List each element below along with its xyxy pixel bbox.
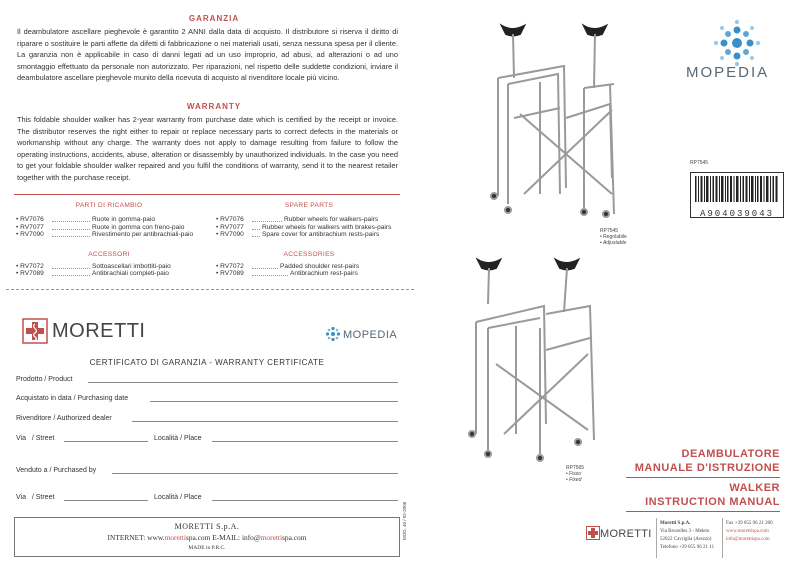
list-item: • RV7090 Rivestimento per antibrachiali-paio	[16, 231, 194, 239]
field-place2-label: Località / Place	[154, 494, 202, 501]
field-sold-label: Venduto a / Purchased by	[16, 467, 97, 474]
parts-en-title: SPARE PARTS	[284, 202, 334, 209]
mopedia-brand: MOPEDIA	[686, 64, 770, 81]
field-purchase-date-line[interactable]	[150, 401, 398, 402]
warranty-text-en: This foldable shoulder walker has 2-year warranty from purchase date which is certified by the receipt or invoice. The distributor reserves the right either to repair or replace necessary parts to correct defects in the materials or workmanship without any charge. The warranty does not apply to damage resulting from failure to follow the operating instructions, accidents, abuse, alteration or disassembly by unauthorized individuals. In the case you need to get your foldable shoulder walker repaired and you fulfil the conditions of warranty, send it to the nearest retailer together with the purchase receipt.	[17, 115, 398, 182]
field-place2-line[interactable]	[212, 500, 398, 501]
list-item: • RV7076 Rubber wheels for walkers-pairs	[216, 216, 379, 223]
field-street2-line[interactable]	[64, 500, 148, 501]
barcode	[690, 172, 784, 218]
field-street-label: Via / Street	[16, 435, 55, 442]
caption-adjustable: RP7545 • Regolabile • Adjustable	[600, 228, 627, 246]
title-en-2: INSTRUCTION MANUAL	[645, 496, 780, 508]
company-name: MORETTI S.p.A.	[174, 522, 240, 531]
field-place-line[interactable]	[212, 441, 398, 442]
field-product-line[interactable]	[88, 382, 398, 383]
parts-en-block	[216, 202, 402, 278]
list-item: • RV7077 Rubber wheels for walkers with brakes-pairs	[216, 223, 392, 231]
title-it-1: DEAMBULATORE	[681, 448, 780, 460]
made-in: MADE in P.R.C.	[188, 545, 226, 551]
moretti-logo-icon	[586, 526, 600, 540]
parts-it-block	[16, 202, 202, 278]
cut-line	[6, 289, 414, 290]
mod-code: MOD. 40 / 02-2006	[402, 501, 407, 540]
guarantee-text-it: Il deambulatore ascellare pieghevole è garantito 2 ANNI dalla data di acquisto. Il distributore si riserva il diritto di riparare o sostituire le parti affette da difetti di fabbricazione o nei materiali usati, senza nessuna spesa per il cliente. La garanzia non è applicabile in caso di danni legati ad un uso improprio, ad abusi, ad alterazioni o ad uno smontaggio effettuato da personale non autorizzato. Per riparazioni, nel rispetto delle suddette condizioni, inviare il deambulatore ascellare pieghevole munito della ricevuta di acquisto al rivenditore locale più vicino.	[17, 27, 398, 83]
field-dealer-label: Rivenditore / Authorized dealer	[16, 415, 112, 422]
divider	[626, 511, 780, 512]
footer-contacts: Fax +39 055 96 21 200 www.morettispa.com info@morettispa.com	[726, 521, 773, 542]
company-box	[14, 517, 400, 557]
list-item: • RV7089 Antibrachiali completi-paio	[16, 270, 169, 278]
warranty-title-en: WARRANTY	[186, 102, 242, 111]
certificate-title: CERTIFICATO DI GARANZIA - WARRANTY CERTIFICATE	[89, 358, 325, 367]
field-sold-line[interactable]	[112, 473, 398, 474]
mopedia-flower-icon	[325, 326, 341, 342]
field-street-line[interactable]	[64, 441, 148, 442]
divider	[14, 194, 400, 195]
mopedia-logo-small: MOPEDIA	[343, 329, 398, 341]
title-en-1: WALKER	[729, 482, 780, 494]
parts-it-title: PARTI DI RICAMBIO	[75, 202, 143, 209]
accessories-en-title: ACCESSORIES	[283, 250, 335, 258]
title-it-2: MANUALE D'ISTRUZIONE	[634, 462, 780, 474]
divider	[656, 518, 657, 558]
mopedia-flower-icon	[712, 18, 762, 68]
field-purchase-date-label: Acquistato in data / Purchasing date	[16, 395, 129, 402]
walker-fixed-image	[456, 254, 606, 468]
footer-moretti: MORETTI	[600, 528, 652, 540]
list-item: • RV7076 Ruote in gomma-paio	[16, 216, 156, 223]
divider	[722, 518, 723, 558]
moretti-logo-icon	[22, 318, 48, 344]
walker-adjustable-image	[484, 18, 634, 230]
list-item: • RV7072 Padded shoulder rest-pairs	[216, 262, 360, 270]
field-place-label: Località / Place	[154, 435, 202, 442]
list-item: • RV7072 Sottoascellari imbottiti-paio	[16, 262, 171, 270]
guarantee-title-it: GARANZIA	[188, 14, 240, 23]
barcode-text: A904039043	[699, 209, 774, 219]
barcode-bars-icon	[695, 176, 779, 202]
field-product-label: Prodotto / Product	[16, 376, 73, 383]
field-dealer-line[interactable]	[132, 421, 398, 422]
rp7545-code: RP7545	[690, 160, 709, 166]
moretti-logo: MORETTI	[52, 320, 146, 342]
divider	[626, 477, 780, 478]
company-contacts: INTERNET: www.morettispa.com E-MAIL: info@morettispa.com	[107, 533, 307, 542]
accessories-it-title: ACCESSORI	[88, 250, 130, 258]
list-item: • RV7090 Spare cover for antibrachium rests-pairs	[216, 231, 380, 239]
caption-fixed: RP7565 • Fisso • Fixed	[566, 465, 585, 483]
field-street2-label: Via / Street	[16, 494, 55, 501]
footer-address: Moretti S.p.A. Via Bruxelles 3 - Meleto 52022 Cavriglia (Arezzo) Telefono +39 055 96 21 11	[660, 521, 715, 550]
list-item: • RV7077 Ruote in gomma con freno-paio	[16, 223, 185, 231]
list-item: • RV7089 Antibrachium rest-pairs	[216, 270, 358, 278]
